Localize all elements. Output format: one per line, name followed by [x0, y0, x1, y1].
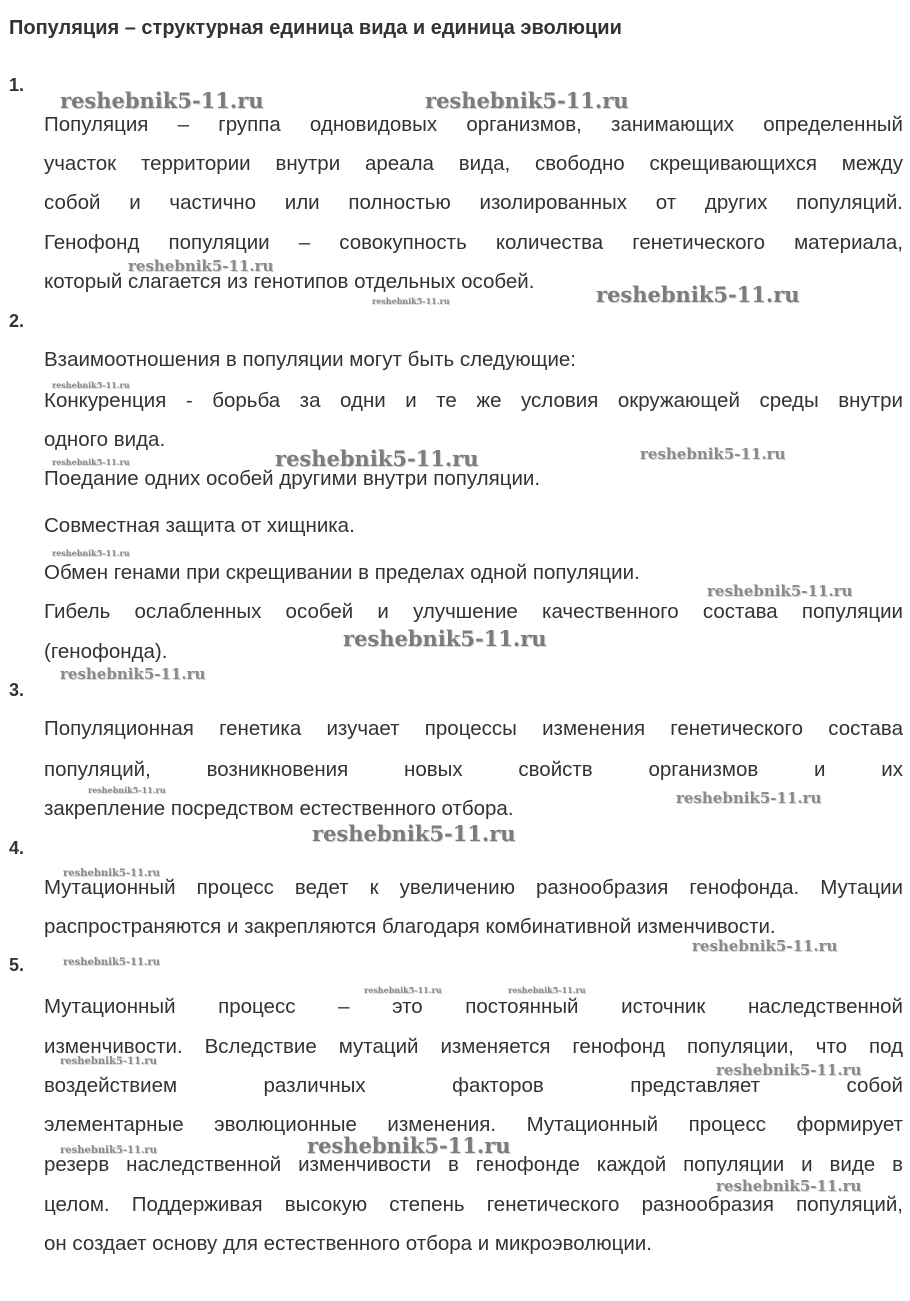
watermark: reshebnik5-11.ru	[60, 88, 264, 113]
watermark: reshebnik5-11.ru	[640, 445, 786, 463]
watermark: reshebnik5-11.ru	[60, 1145, 157, 1156]
watermark: reshebnik5-11.ru	[343, 626, 547, 651]
section-number: 4.	[9, 838, 25, 858]
text-line: Обмен генами при скрещивании в пределах одной популяции.	[44, 561, 640, 584]
text-line: целом. Поддерживая высокую степень генетического разнообразия популяций,	[44, 1193, 903, 1216]
text-line: элементарные эволюционные изменения. Мутационный процесс формирует	[44, 1113, 903, 1136]
text-line: популяций, возникновения новых свойств организмов и их	[44, 758, 903, 781]
watermark: reshebnik5-11.ru	[716, 1177, 862, 1195]
watermark: reshebnik5-11.ru	[312, 821, 516, 846]
text-line: Совместная защита от хищника.	[44, 514, 355, 537]
watermark: reshebnik5-11.ru	[60, 665, 206, 683]
watermark: reshebnik5-11.ru	[275, 446, 479, 471]
text-line: Поедание одних особей другими внутри популяции.	[44, 467, 541, 490]
watermark: reshebnik5-11.ru	[52, 457, 130, 467]
watermark: reshebnik5-11.ru	[63, 957, 160, 968]
page-title: Популяция – структурная единица вида и единица эволюции	[9, 17, 622, 39]
text-line: воздействием различных факторов представляет собой	[44, 1074, 903, 1097]
watermark: reshebnik5-11.ru	[676, 789, 822, 807]
watermark: reshebnik5-11.ru	[425, 88, 629, 113]
watermark: reshebnik5-11.ru	[52, 380, 130, 390]
watermark: reshebnik5-11.ru	[692, 937, 838, 955]
watermark: reshebnik5-11.ru	[596, 282, 800, 307]
watermark: reshebnik5-11.ru	[716, 1061, 862, 1079]
text-line: резерв наследственной изменчивости в генофонде каждой популяции и виде в	[44, 1153, 903, 1176]
section-number: 2.	[9, 311, 25, 331]
watermark: reshebnik5-11.ru	[52, 548, 130, 558]
text-line: одного вида.	[44, 428, 166, 451]
watermark: reshebnik5-11.ru	[128, 257, 274, 275]
text-line: Конкуренция - борьба за одни и те же условия окружающей среды внутри	[44, 389, 903, 412]
watermark: reshebnik5-11.ru	[63, 868, 160, 879]
watermark: reshebnik5-11.ru	[707, 582, 853, 600]
text-line: собой и частично или полностью изолированных от других популяций.	[44, 191, 903, 214]
text-line: (генофонда).	[44, 640, 168, 663]
text-line: Популяционная генетика изучает процессы изменения генетического состава	[44, 717, 903, 740]
watermark: reshebnik5-11.ru	[88, 785, 166, 795]
text-line: Мутационный процесс – это постоянный источник наследственной	[44, 995, 903, 1018]
text-line: Гибель ослабленных особей и улучшение качественного состава популяции	[44, 600, 903, 623]
text-line: Популяция – группа одновидовых организмов, занимающих определенный	[44, 113, 903, 136]
watermark: reshebnik5-11.ru	[508, 985, 586, 995]
section-number: 1.	[9, 75, 25, 95]
section-number: 3.	[9, 680, 25, 700]
watermark: reshebnik5-11.ru	[364, 985, 442, 995]
text-line: распространяются и закрепляются благодаря комбинативной изменчивости.	[44, 915, 776, 938]
text-line: он создает основу для естественного отбора и микроэволюции.	[44, 1232, 652, 1255]
text-line: закрепление посредством естественного отбора.	[44, 797, 514, 820]
text-line: изменчивости. Вследствие мутаций изменяется генофонд популяции, что под	[44, 1035, 903, 1058]
text-line: Мутационный процесс ведет к увеличению разнообразия генофонда. Мутации	[44, 876, 903, 899]
text-line: участок территории внутри ареала вида, свободно скрещивающихся между	[44, 152, 903, 175]
text-line: Генофонд популяции – совокупность количества генетического материала,	[44, 231, 903, 254]
section-number: 5.	[9, 955, 25, 975]
watermark: reshebnik5-11.ru	[372, 296, 450, 306]
text-line: который слагается из генотипов отдельных особей.	[44, 270, 535, 293]
text-line: Взаимоотношения в популяции могут быть следующие:	[44, 348, 576, 371]
watermark: reshebnik5-11.ru	[307, 1133, 511, 1158]
watermark: reshebnik5-11.ru	[60, 1056, 157, 1067]
